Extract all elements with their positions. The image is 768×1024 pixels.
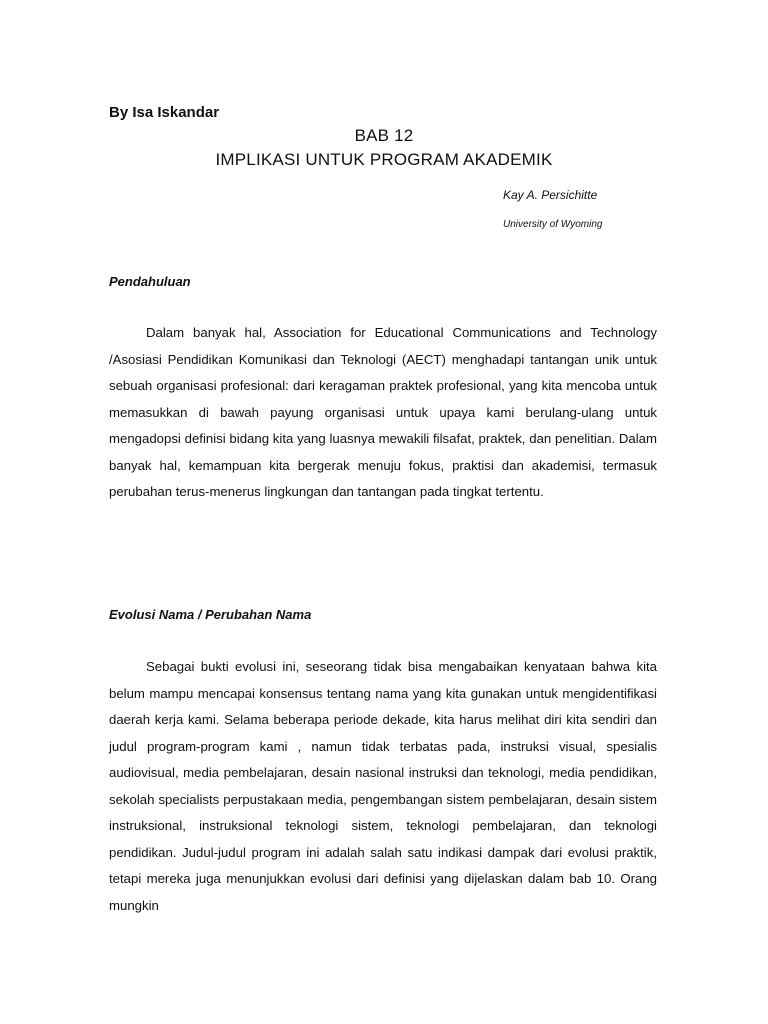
paragraph-text: Dalam banyak hal, Association for Educational Communications and Technology /Asosiasi Pendidikan Komunikasi dan Teknologi (AECT) menghadapi tantangan unik untuk sebuah organisasi profesional: dari keragaman praktek profesional, yang kita mencoba untuk memasukkan di bawah payung organisasi untuk upaya kami berulang-ulang untuk mengadopsi definisi bidang kita yang luasnya mewakili filsafat, praktek, dan penelitian. Dalam banyak hal, kemampuan kita bergerak menuju fokus, praktisi dan akademisi, termasuk perubahan terus-menerus lingkungan dan tantangan pada tingkat tertentu.	[109, 325, 657, 499]
section-heading-name-evolution: Evolusi Nama / Perubahan Nama	[109, 607, 312, 622]
title-block	[0, 124, 768, 172]
section-paragraph-introduction	[109, 320, 657, 506]
author-affiliation: University of Wyoming	[503, 219, 603, 230]
byline: By Isa Iskandar	[109, 104, 220, 121]
section-paragraph-name-evolution	[109, 654, 657, 919]
chapter-title: IMPLIKASI UNTUK PROGRAM AKADEMIK	[215, 150, 553, 169]
paragraph-text: Sebagai bukti evolusi ini, seseorang tidak bisa mengabaikan kenyataan bahwa kita belum mampu mencapai konsensus tentang nama yang kita gunakan untuk mengidentifikasi daerah kerja kami. Selama beberapa periode dekade, kita harus melihat diri kita sendiri dan judul program-program kami , namun tidak terbatas pada, instruksi visual, spesialis audiovisual, media pembelajaran, desain nasional instruksi dan teknologi, media pendidikan, sekolah specialists perpustakaan media, pengembangan sistem pembelajaran, desain sistem instruksional, instruksional teknologi sistem, teknologi pembelajaran, dan teknologi pendidikan. Judul-judul program ini adalah salah satu indikasi dampak dari evolusi praktik, tetapi mereka juga menunjukkan evolusi dari definisi yang dijelaskan dalam bab 10. Orang mungkin	[109, 659, 657, 913]
section-heading-introduction: Pendahuluan	[109, 274, 191, 289]
author-name: Kay A. Persichitte	[503, 188, 598, 202]
chapter-number: BAB 12	[354, 126, 414, 145]
